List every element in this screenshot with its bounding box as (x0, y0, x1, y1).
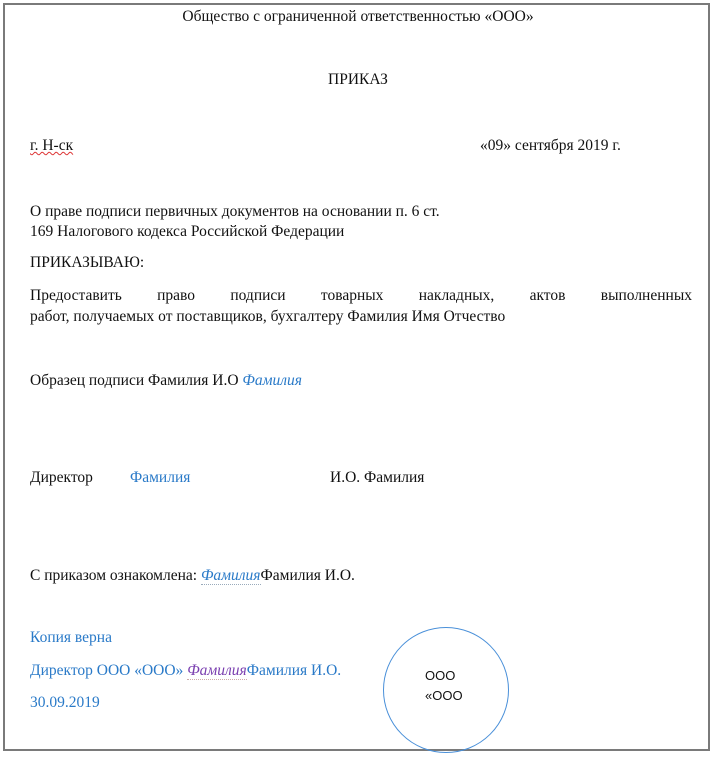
company-header: Общество с ограниченной ответственностью «ООО» (182, 8, 534, 25)
city (30, 137, 73, 155)
city-text: г. Н-ск (30, 137, 74, 154)
signature-sample (30, 372, 302, 390)
copy-date: 30.09.2019 (30, 694, 100, 711)
acknowledgement (30, 567, 355, 585)
stamp-line-1: ООО (425, 668, 456, 683)
acknowledgement-label: С приказом ознакомлена: (30, 567, 198, 584)
subject-line-1: О праве подписи первичных документов на основании п. 6 ст. (30, 203, 440, 220)
document-title: ПРИКАЗ (328, 71, 388, 88)
copy-signature: Фамилия (187, 662, 247, 679)
copy-name: Фамилия И.О. (246, 662, 342, 679)
body-line-2: работ, получаемых от поставщиков, бухгалтеру Фамилия Имя Отчество (30, 308, 506, 325)
copy-certified: Копия верна (30, 629, 112, 646)
acknowledgement-signature: Фамилия (200, 567, 261, 584)
body-line-1: Предоставить право подписи товарных накладных, актов выполненных (30, 287, 692, 304)
copy-director (30, 662, 341, 680)
signature-sample-signature: Фамилия (242, 372, 302, 389)
copy-position: Директор ООО «ООО» (30, 662, 184, 679)
acknowledgement-name: Фамилия И.О. (260, 567, 355, 584)
stamp-line-2: «ООО (425, 688, 463, 703)
subject-line-2: 169 Налогового кодекса Российской Федерации (30, 223, 345, 240)
signature-sample-label: Образец подписи Фамилия И.О (30, 372, 239, 389)
director-signature: Фамилия (130, 469, 191, 486)
order-date: «09» сентября 2019 г. (480, 137, 621, 154)
director-label: Директор (30, 469, 93, 486)
director-name: И.О. Фамилия (330, 469, 425, 486)
order-word: ПРИКАЗЫВАЮ: (30, 254, 145, 271)
